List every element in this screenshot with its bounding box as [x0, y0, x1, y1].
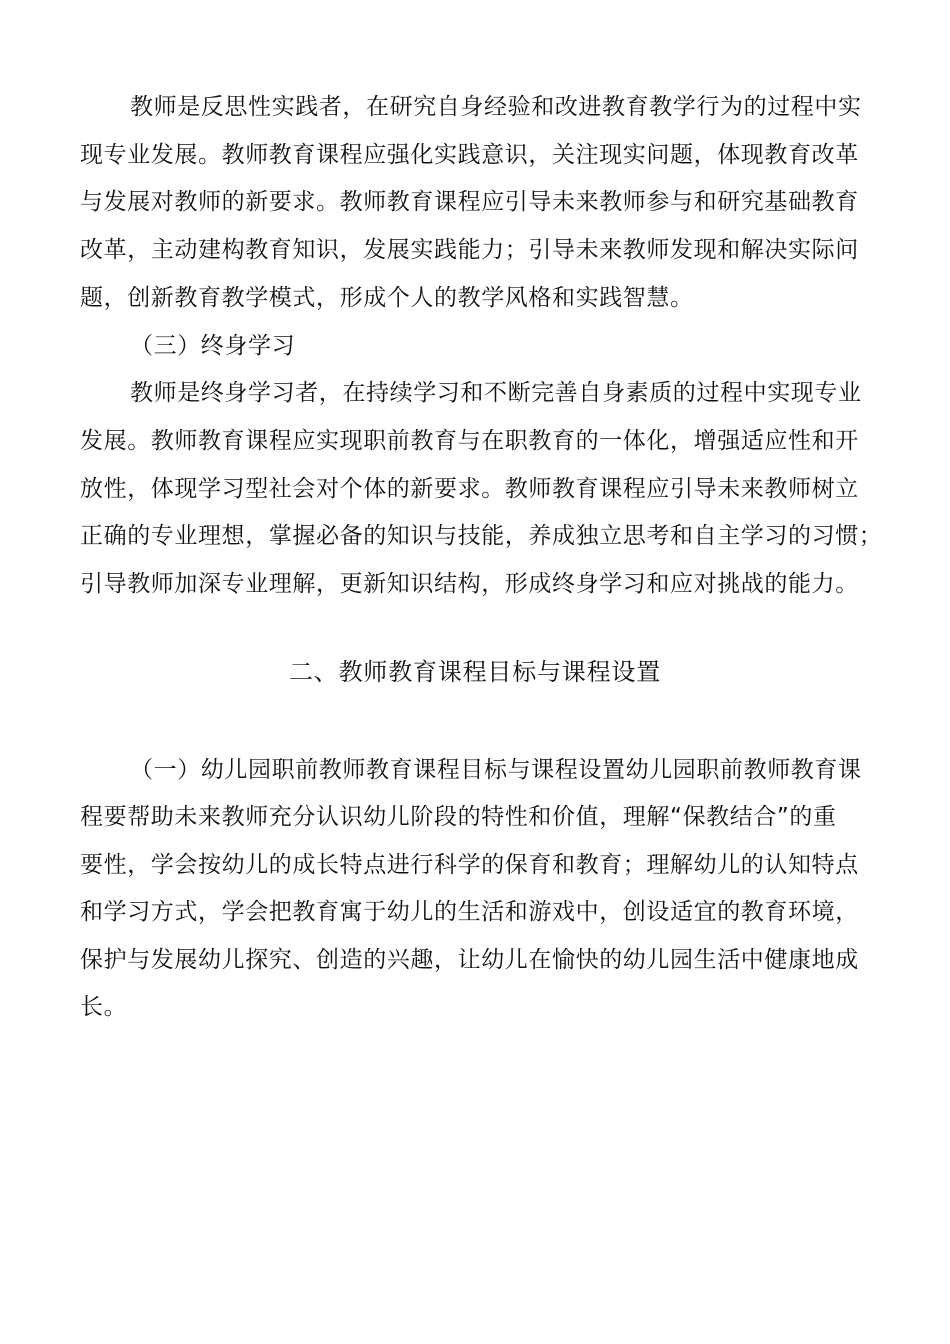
paragraph-lifelong-line-4: 正确的专业理想，掌握必备的知识与技能，养成独立思考和自主学习的习惯；	[80, 523, 883, 549]
paragraph-kindergarten-line-5: 保护与发展幼儿探究、创造的兴趣，让幼儿在愉快的幼儿园生活中健康地成	[80, 947, 859, 973]
paragraph-lifelong-line-1: 教师是终身学习者，在持续学习和不断完善自身素质的过程中实现专业	[130, 380, 862, 406]
paragraph-reflective-line-4: 改革，主动建构教育知识，发展实践能力；引导未来教师发现和解决实际问	[80, 237, 859, 263]
paragraph-lifelong-line-2: 发展。教师教育课程应实现职前教育与在职教育的一体化，增强适应性和开	[80, 428, 859, 454]
paragraph-lifelong-line-5: 引导教师加深专业理解，更新知识结构，形成终身学习和应对挑战的能力。	[80, 571, 859, 597]
paragraph-kindergarten-line-1: （一）幼儿园职前教师教育课程目标与课程设置幼儿园职前教师教育课	[130, 757, 862, 783]
paragraph-kindergarten-line-4: 和学习方式，学会把教育寓于幼儿的生活和游戏中，创设适宜的教育环境，	[80, 899, 859, 925]
paragraph-reflective-line-1: 教师是反思性实践者，在研究自身经验和改进教育教学行为的过程中实	[130, 94, 862, 120]
section-heading: 二、教师教育课程目标与课程设置	[289, 658, 661, 686]
paragraph-reflective-line-3: 与发展对教师的新要求。教师教育课程应引导未来教师参与和研究基础教育	[80, 189, 859, 215]
paragraph-kindergarten-line-3: 要性，学会按幼儿的成长特点进行科学的保育和教育；理解幼儿的认知特点	[80, 852, 859, 878]
paragraph-kindergarten-line-2: 程要帮助未来教师充分认识幼儿阶段的特性和价值，理解“保教结合”的重	[80, 804, 837, 830]
paragraph-reflective-line-5: 题，创新教育教学模式，形成个人的教学风格和实践智慧。	[80, 285, 694, 311]
paragraph-reflective-line-2: 现专业发展。教师教育课程应强化实践意识，关注现实问题，体现教育改革	[80, 142, 859, 168]
paragraph-kindergarten-line-6: 长。	[80, 994, 128, 1020]
paragraph-lifelong-line-3: 放性，体现学习型社会对个体的新要求。教师教育课程应引导未来教师树立	[80, 476, 859, 502]
subheading-lifelong-learning: （三）终身学习	[130, 333, 296, 359]
